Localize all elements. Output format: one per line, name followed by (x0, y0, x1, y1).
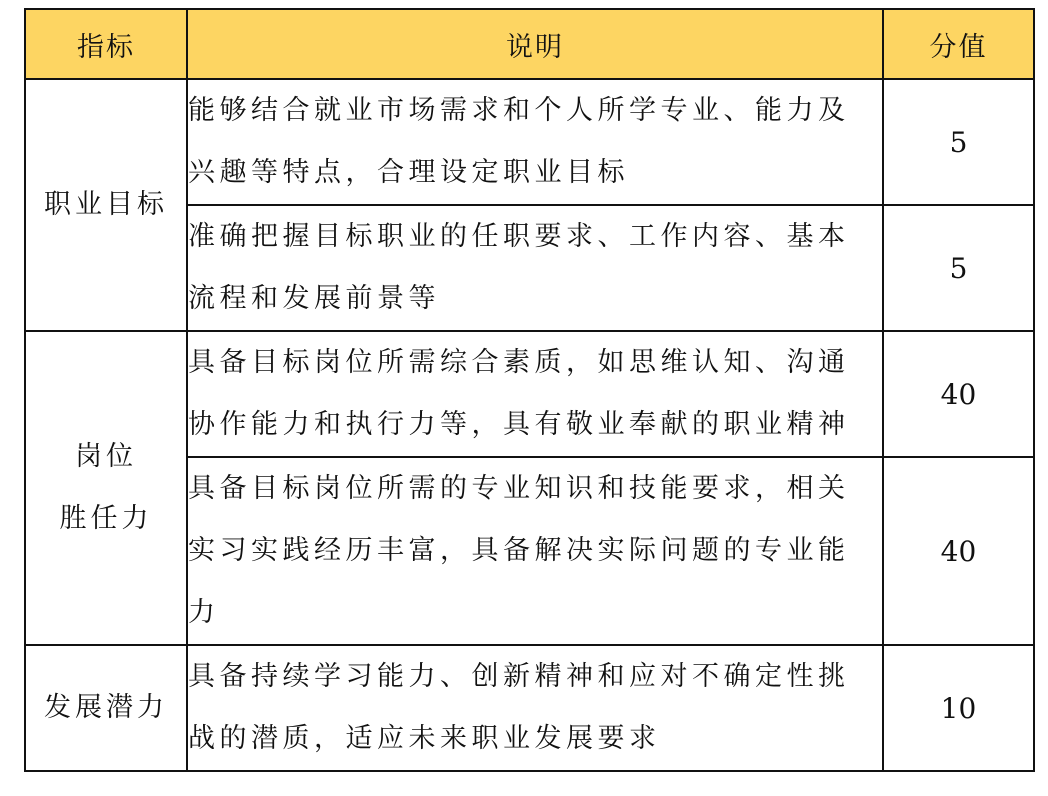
description-cell (187, 457, 883, 645)
header-row (25, 9, 1034, 79)
indicator-career-goal (25, 79, 187, 331)
table-row (25, 331, 1034, 457)
description-line: 力 (188, 597, 220, 628)
indicator-job-competency (25, 331, 187, 645)
description-line: 具备目标岗位所需综合素质，如思维认知、沟通 (188, 347, 850, 378)
indicator-development-potential (25, 645, 187, 771)
description-line: 流程和发展前景等 (188, 283, 440, 314)
description-cell (187, 331, 883, 457)
description-line: 兴趣等特点，合理设定职业目标 (188, 157, 629, 188)
description-line: 实习实践经历丰富，具备解决实际问题的专业能 (188, 535, 850, 566)
description-line: 能够结合就业市场需求和个人所学专业、能力及 (188, 95, 850, 126)
indicator-line: 职业目标 (44, 189, 168, 220)
score-cell: 40 (883, 331, 1034, 457)
description-cell (187, 645, 883, 771)
description-line: 协作能力和执行力等，具有敬业奉献的职业精神 (188, 409, 850, 440)
indicator-line: 发展潜力 (44, 692, 168, 723)
scoring-table (24, 8, 1035, 772)
score-cell: 10 (883, 645, 1034, 771)
table-row (25, 645, 1034, 771)
description-cell (187, 205, 883, 331)
score-cell: 40 (883, 457, 1034, 645)
header-indicator: 指标 (25, 9, 187, 79)
header-score: 分值 (883, 9, 1034, 79)
description-line: 战的潜质，适应未来职业发展要求 (188, 723, 661, 754)
description-line: 具备持续学习能力、创新精神和应对不确定性挑 (188, 661, 850, 692)
score-cell: 5 (883, 205, 1034, 331)
header-description: 说明 (187, 9, 883, 79)
score-cell: 5 (883, 79, 1034, 205)
description-line: 具备目标岗位所需的专业知识和技能要求，相关 (188, 473, 850, 504)
description-cell (187, 79, 883, 205)
indicator-line: 岗位 (75, 441, 137, 472)
description-line: 准确把握目标职业的任职要求、工作内容、基本 (188, 221, 850, 252)
table-row (25, 79, 1034, 205)
indicator-line: 胜任力 (59, 503, 153, 534)
